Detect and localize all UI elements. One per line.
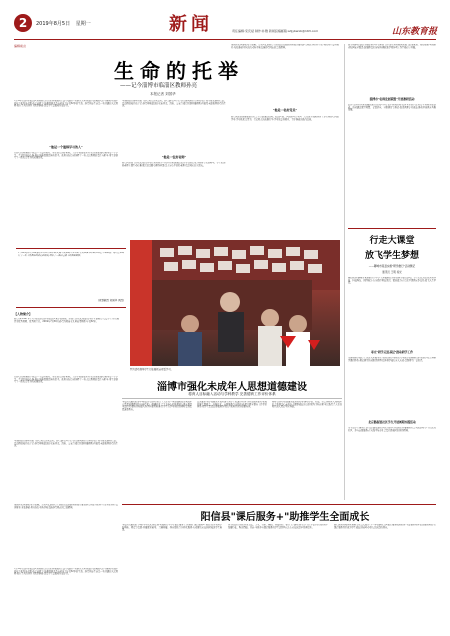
feature-title-2: 放飞学生梦想 xyxy=(364,251,419,261)
feature-title-1: 行走大课堂 xyxy=(369,236,415,246)
story2-col2: 意见要求,各学校要充分发挥课堂教学主渠道作用,开齐开足德育课程,积极开展主题班会、升旗仪式、志愿服务等实践活动,建立健全德育工作评价体系,把学生思想品德表现作为综合素质评价的重要内容。 xyxy=(197,401,267,409)
lead-col3-subhead: "他是一名好党员" xyxy=(272,108,298,112)
lead-photo xyxy=(130,240,340,366)
sidebar-divider xyxy=(344,44,345,500)
lead-quote-text: 7月30日,孙亮在出差途中得知有孩子落水,毫不犹豫跳入水中救人,托举孩子时被水冲走,不幸牺牲。他用生命践行了一名人民教师的初心和使命,谱写了一曲舍己救人的英雄赞歌。 xyxy=(18,252,124,257)
sidebar xyxy=(348,44,436,500)
lead-col1-continued-text: 在孙亮的同事眼中,他是一个爱岗敬业、乐于助人的好老师。工作中他兢兢业业,认真备课,耐心辅导每一个学生。生活中他热心肠,谁有困难都愿意伸出援手。他用实际行动诠释了一名人民教师的责任与担当,用生命谱写了一曲见义勇为的英雄赞歌。 xyxy=(14,376,118,384)
sidebar-item1-title: 淄博市"名师发展联盟"开展教研活动 xyxy=(369,97,415,101)
lead-col2 xyxy=(122,100,226,245)
sidebar-item2-body: 为推动研学旅行工作深入开展,枣庄市组织研学导师深入基层学校调研指导,帮助学校完善研学课程体系,规范研学活动组织管理,提升研学旅行育人实效,受到师生广泛好评。 xyxy=(348,357,436,362)
lead-byline: 本报记者 刘国华 xyxy=(150,92,176,96)
lead-col1-subhead: "他是一个值得学习的人" xyxy=(49,145,83,149)
date-text: 2019年8月5日 xyxy=(36,21,71,27)
feature-subhead: ——聊城市某县实施"研学旅行"活动侧记 xyxy=(368,265,416,268)
profile-box-title: 【人物简介】 xyxy=(14,312,33,316)
sidebar-item1-body: 近日,淄博市名师发展联盟在张店区举行集中教研活动,来自全市的百余名骨干教师参加活动。活动通过课堂观摩、专题讲座、分组研讨等形式,促进教师专业成长,推动区域教育均衡发展。 xyxy=(348,104,436,112)
story3-top-rule xyxy=(122,504,436,505)
lead-col2-subhead: "他是一位好老师" xyxy=(161,155,187,159)
profile-box-body: 孙亮,男,1987年生,中共党员,淄博市临淄区某学校教师。参加工作以来,他始终坚持立德树人,关爱学生,多次被评为优秀教师、优秀班主任。2019年7月30日,孙亮为救落水儿童英勇牺牲,年仅32岁。 xyxy=(14,318,119,323)
story3-col2: 各学校结合实际,开设书法、美术、音乐、舞蹈、科技制作、棋类等兴趣社团,让学生在丰富多彩的活动中发展特长、陶冶情操。目前,全县参与课后服务的学生达到3万余人,家长满意率显著提升。 xyxy=(228,524,328,529)
lead-quote-caption: (视频截图 刘国华 供图) xyxy=(97,299,124,302)
story3-headline: 阳信县"课后服务+"助推学生全面成长 xyxy=(200,512,370,523)
lead-col1-continued-text4: 7月30日,淄博市临淄区教师孙亮在山东省某地出差途中,遇到一名落水儿童,他毫不犹豫跳入水中施救,用双手将孩子托举出水面,孩子获救了,他却因体力不支献出了年仅32岁的生命。孙亮同志生前是一名普通的人民教师,他在平凡的岗位上默默奉献,深受学生爱戴和家长好评。 xyxy=(14,568,118,576)
lead-quote-box xyxy=(16,248,126,308)
lead-headline: 生命的托举 xyxy=(114,59,244,83)
feature-byline: 通讯员 王明 杨光 xyxy=(382,271,402,274)
lead-col1 xyxy=(14,100,118,236)
sidebar-item2-title: 枣庄"研学走进基层"推动研学工作 xyxy=(370,350,414,354)
story2-subhead: 将育人目标融入活动与学科教学 完善德育工作评价体系 xyxy=(188,392,276,396)
lead-col1-continued xyxy=(14,376,118,626)
lead-col2-body2: 孙亮自参加工作以来,始终坚守在教育教学一线,所带班级成绩优异,多次获得优秀教师等荣誉称号。学生们说,孙老师上课生动有趣,课后总是耐心解答问题,是大家心中的好老师,也是知心的大朋友。 xyxy=(122,162,226,167)
lead-col1-body: 7月30日,淄博市临淄区教师孙亮在山东省某地出差途中,遇到一名落水儿童,他毫不犹豫跳入水中施救,用双手将孩子托举出水面,孩子获救了,他却因体力不支献出了年仅32岁的生命。孙亮同志生前是一名普通的人民教师,他在平凡的岗位上默默奉献,深受学生爱戴和家长好评。 xyxy=(14,100,118,108)
lead-subhead: ——记今淄博市临淄区教师孙亮 xyxy=(120,83,198,89)
story2-col1: 本报讯 (通讯员 孙小明)近日,淄博市出台《关于进一步加强和改进未成年人思想道德建设的实施意见》,明确将社会主义核心价值观融入教育教学全过程,将德育目标融入各学科课程标准,让学生在学习知识的同时受到思想道德教育。 xyxy=(122,401,192,412)
lead-photo-image xyxy=(130,240,340,366)
feature-block xyxy=(348,228,436,347)
lead-kicker: 编辑前言 xyxy=(14,44,27,48)
sidebar-item3-body: 为丰富学生暑期生活,北京路街道社区联合辖区学校组织开展暑期社会实践活动,学生们走进社区、参与志愿服务,在实践中培养社会责任感和团队协作精神。 xyxy=(348,427,436,432)
lead-col1-continued-text3: 噩耗传来,同事们无不悲痛。大家回忆起孙亮生前的点点滴滴,纷纷表示要以孙亮同志为榜样,立足本职岗位,爱岗敬业,无私奉献,用实际行动传承和弘扬孙亮同志的崇高精神。 xyxy=(14,504,118,509)
section-title: 新闻 xyxy=(169,14,213,35)
paper-name-logo: 山东教育报 xyxy=(392,27,438,37)
lead-col1-continued-text2: 当地群众在现场目睹了孙亮救人的全过程。孙亮跳入河中后,奋力游向落水儿童,将孩子托举起来推向岸边。岸边群众接住孩子后,孙亮却被湍急的水流冲走。消防、公安等部门迅速开展搜救,但最终未能挽回孙亮的生命。 xyxy=(14,440,118,448)
lead-col3 xyxy=(231,44,339,244)
story2-rule xyxy=(122,398,342,399)
story3-col1: 本报讯 (通讯员 李明)今年以来,阳信县全面推行中小学课后服务工作,推出"课后服务+"模式,充分利用学校场地、师资等资源,开展课业辅导、兴趣拓展、体育锻炼等多样化服务,有效解决家长按时接送学生难题。 xyxy=(122,524,222,532)
profile-box xyxy=(14,312,119,372)
sidebar-item3-title: 北京路街道社区学生开展暑期实践活动 xyxy=(368,420,416,424)
staff-line: 责任编辑:宋庆斌 制作:朴雅 新闻投稿邮箱:sdjybwxb@163.com xyxy=(232,29,319,33)
sidebar-top-text: 新学期即将来临,为做好秋季开学准备工作,山东省各地教育部门提前谋划、周密部署,全面排查校园安全隐患,加强师资队伍培训,确保新学期各项工作平稳有序开展。 xyxy=(348,44,436,49)
date xyxy=(36,20,91,27)
masthead-rule xyxy=(14,39,436,40)
weekday-text: 星期一 xyxy=(75,21,91,27)
lead-photo-caption: 图为活动现场学生们在展板前观看学习。 xyxy=(130,368,174,371)
story2-col3: 同时,淄博市将加强家庭教育指导,推动学校、家庭、社会协同育人,形成全社会共同关心未成年人健康成长的良好氛围,为培养担当民族复兴大任的时代新人奠定坚实基础。 xyxy=(272,401,342,409)
lead-col3-body: 噩耗传来,同事们无不悲痛。大家回忆起孙亮生前的点点滴滴,纷纷表示要以孙亮同志为榜样,立足本职岗位,爱岗敬业,无私奉献,用实际行动传承和弘扬孙亮同志的崇高精神。 xyxy=(231,44,339,49)
story3-col3: 阳信县教育和体育局相关负责人表示,下一步将继续完善课后服务保障机制,丰富服务内容,提高服务质量,让课后服务真正成为学生成长的乐园,办好人民满意的教育。 xyxy=(334,524,436,529)
story2-columns xyxy=(122,401,342,501)
feature-body: 暑假期间,聊城市某县组织中小学生开展形式多样的研学旅行活动。学生们走进红色教育基地、科技场馆、田间地头,在实践中增长见识、锻炼能力,在行走中感悟家乡变化,放飞人生梦想。 xyxy=(348,277,436,285)
lead-col3-body2: 孙亮同志的英雄事迹在社会上引起强烈反响。临淄区委、区政府号召全区广大党员干部和教育工作者向孙亮同志学习,学习他见义勇为、舍己救人的英雄壮举,学习他爱岗敬业、甘于奉献的高尚品质。 xyxy=(231,116,339,121)
page-number-badge: 2 xyxy=(14,14,32,32)
lead-col2-body: 当地群众在现场目睹了孙亮救人的全过程。孙亮跳入河中后,奋力游向落水儿童,将孩子托举起来推向岸边。岸边群众接住孩子后,孙亮却被湍急的水流冲走。消防、公安等部门迅速开展搜救,但最终未能挽回孙亮的生命。 xyxy=(122,100,226,108)
story3-columns xyxy=(122,524,436,628)
lead-col1-body2: 在孙亮的同事眼中,他是一个爱岗敬业、乐于助人的好老师。工作中他兢兢业业,认真备课,耐心辅导每一个学生。生活中他热心肠,谁有困难都愿意伸出援手。他用实际行动诠释了一名人民教师的责任与担当,用生命谱写了一曲见义勇为的英雄赞歌。 xyxy=(14,152,118,160)
masthead xyxy=(14,10,436,38)
story2-headline: 淄博市强化未成年人思想道德建设 xyxy=(157,382,307,393)
